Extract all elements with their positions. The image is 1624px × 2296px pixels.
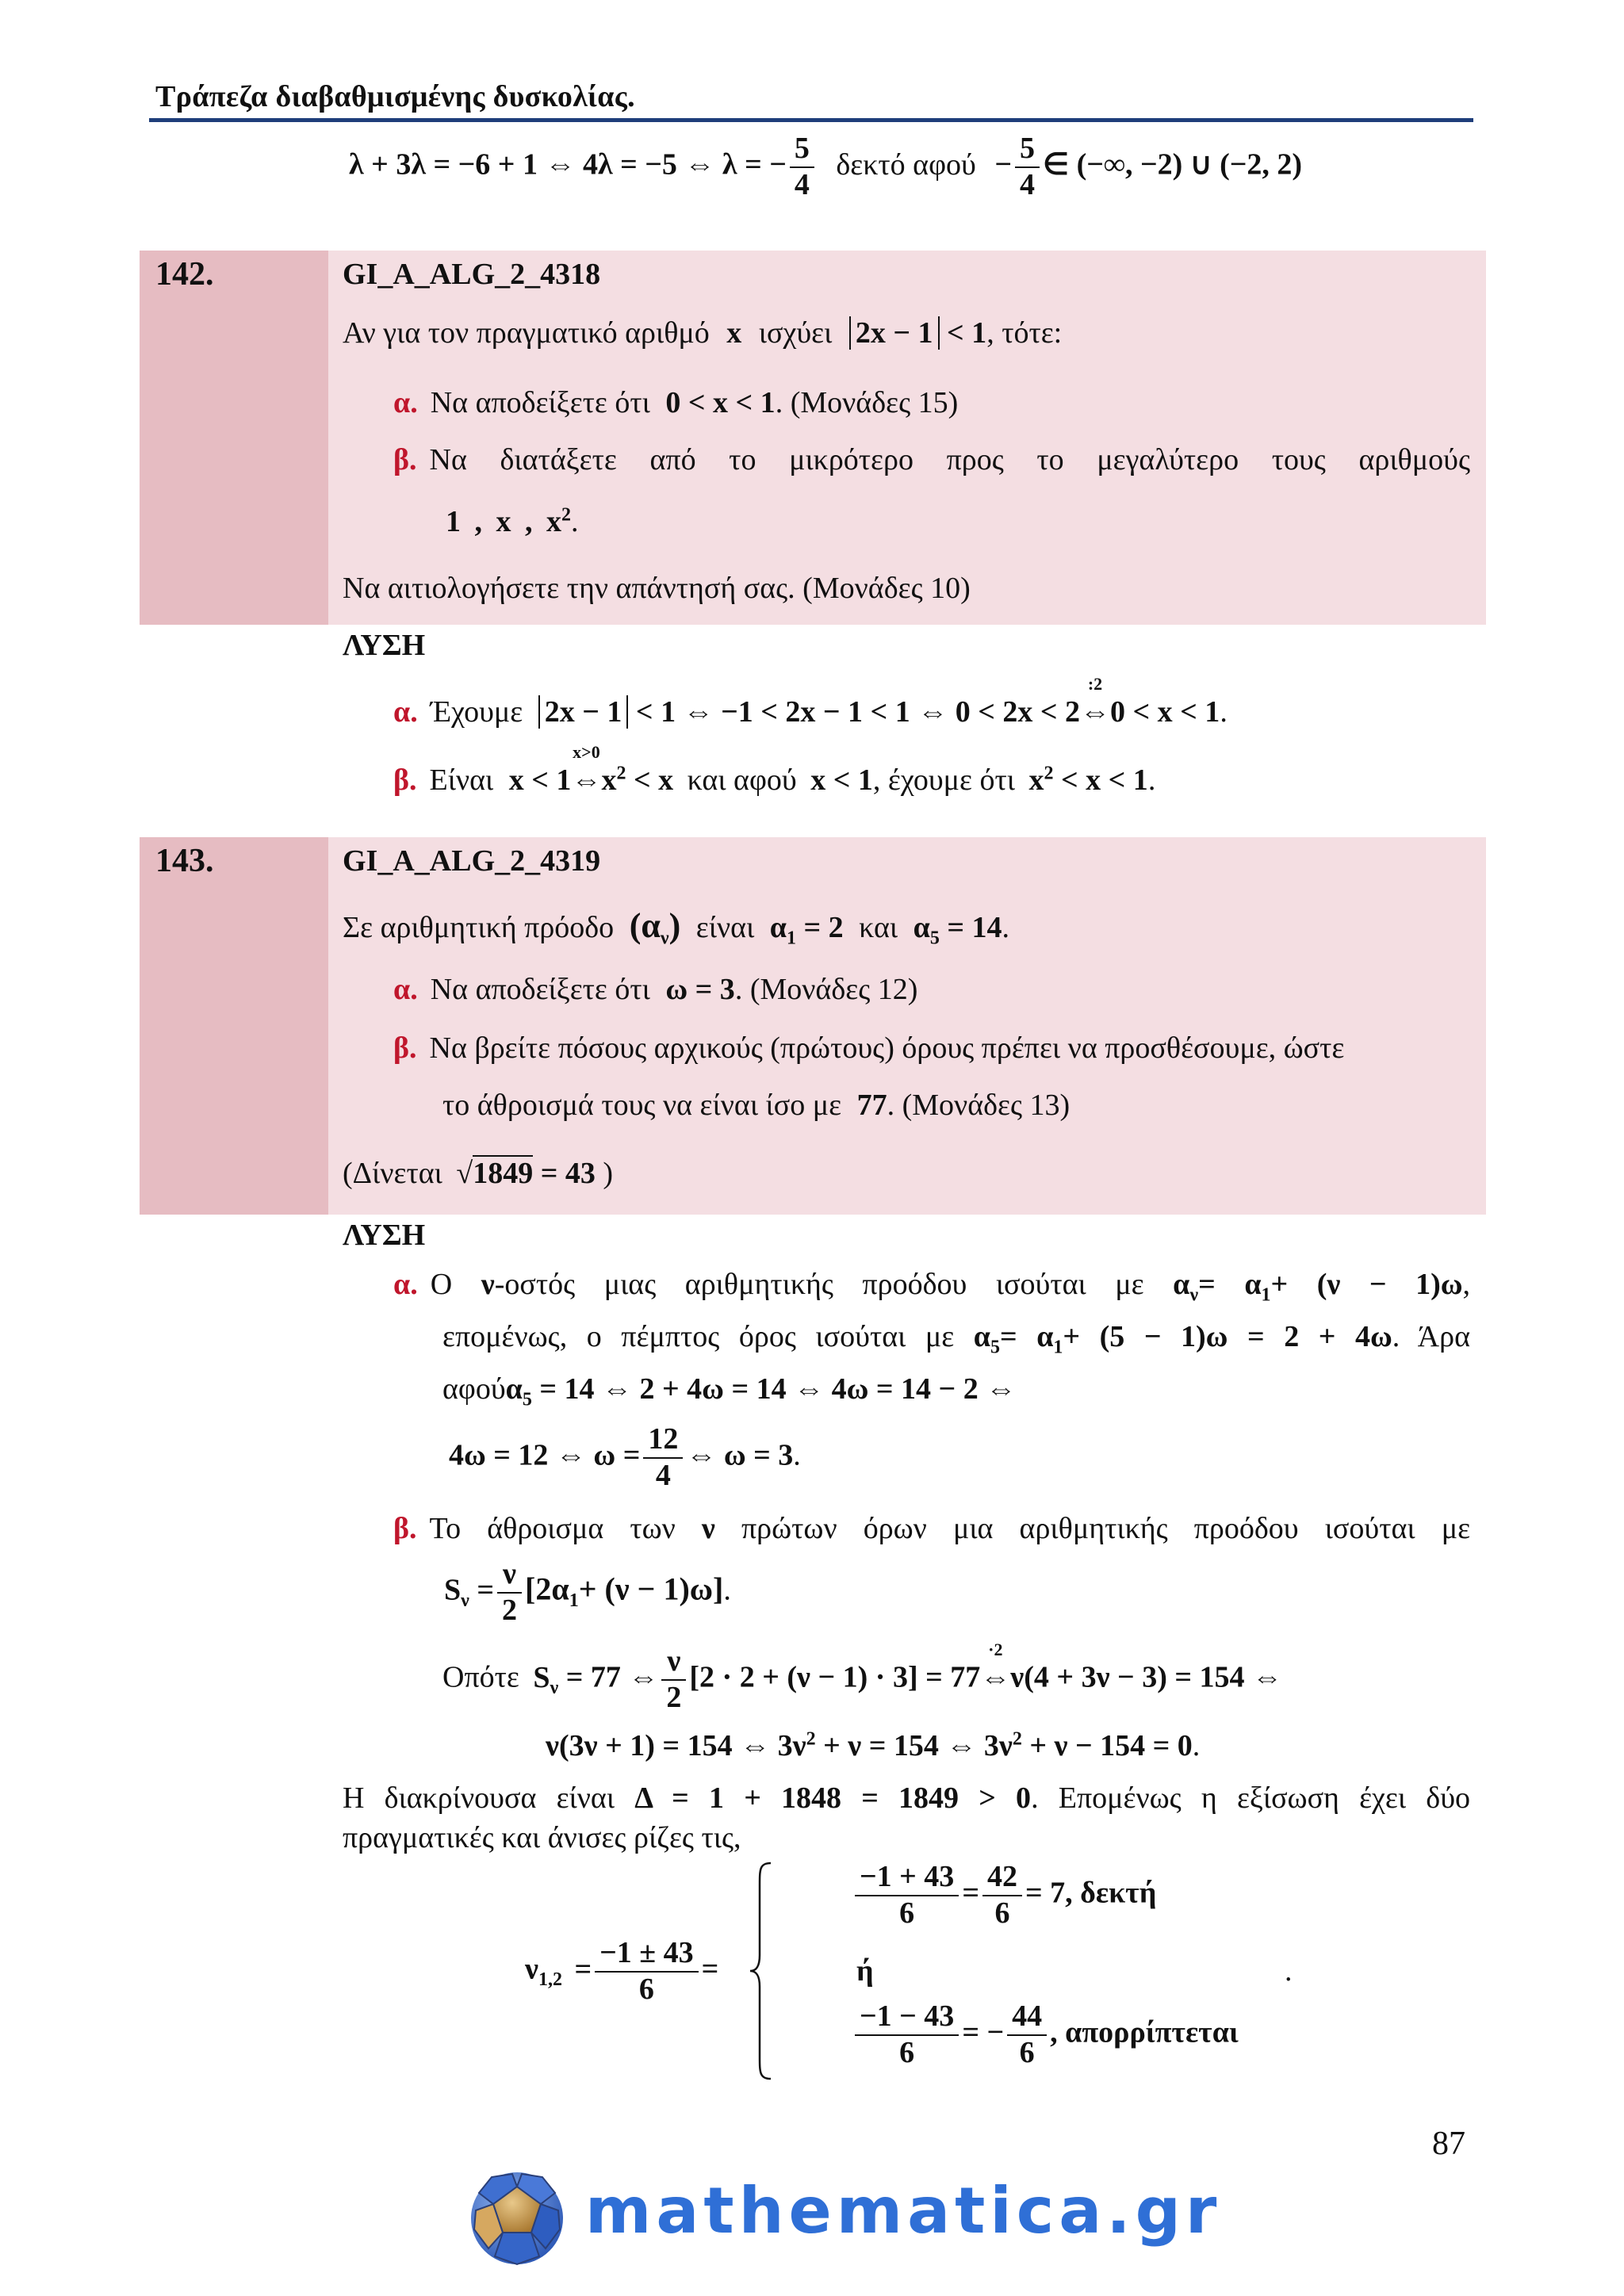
- solution-b-sum-formula: $S_\nu$ = $\frac{\nu}{2}$ $[2\alpha_1+ (\nu - 1)\omega]$.: [444, 1557, 731, 1627]
- fraction: $\frac{-1 \pm 43}{6}$: [595, 1938, 699, 2006]
- solution-a-line2: επομένως, ο πέμπτος όρος ισούται με $\alpha_5= \alpha_1+ (5 - 1)\omega = 2 + 4\omega$. Άρα: [442, 1320, 1470, 1358]
- fraction: $\frac{-1 - 43}{6}$: [855, 2001, 959, 2069]
- solution-a-line3: αφούα$_5$ = 14 ⇔ 2 + 4ω = 14 ⇔ 4ω = 14 − 2 ⇔: [442, 1372, 1017, 1410]
- given-note: (Δίνεται √1849 = 43 ): [343, 1157, 614, 1190]
- fraction: $\frac{12}{4}$: [643, 1424, 683, 1492]
- question-b-numbers: 1 , x , $x^2$.: [446, 504, 579, 538]
- fraction: $\frac{\nu}{2}$: [661, 1646, 686, 1714]
- solution-b-line3: Οπότε $S_\nu = 77$ ⇔ $\frac{\nu}{2}$ [2 · 2 + (ν − 1) · 3] = 77 ·2 ⇔ν(4 + 3ν − 3) = 154 ⇔: [442, 1639, 1283, 1714]
- problem-143-statement: [140, 837, 1486, 1215]
- fraction: $\frac{44}{6}$: [1007, 2001, 1047, 2069]
- root-1: $\frac{-1 + 43}{6}$ = $\frac{42}{6}$ = 7, δεκτή: [852, 1862, 1156, 1930]
- lambda-equation-line: λ + 3λ = −6 + 1 ⇔ 4λ = −5 ⇔ λ = − $\frac{5}{4}$ δεκτό αφού − $\frac{5}{4}$ ∈ (−∞, −2) ∪ (−2, 2): [349, 132, 1303, 201]
- discriminant-line2: πραγματικές και άνισες ρίζες τις,: [343, 1821, 741, 1854]
- solution-title: ΛΥΣΗ: [343, 1219, 426, 1252]
- page-number: 87: [1432, 2126, 1465, 2162]
- question-a: α. Να αποδείξετε ότι ω = 3. (Μονάδες 12): [393, 973, 918, 1006]
- solution-a-line4: 4ω = 12 ⇔ ω = $\frac{12}{4}$ ⇔ ω = 3.: [449, 1422, 801, 1492]
- solution-a-line1: α. Ο ν-οστός μιας αριθμητικής προόδου ισούται με $\alpha_\nu= \alpha_1+ (\nu - 1)\omega$,: [393, 1268, 1471, 1306]
- site-logo-text[interactable]: mathematica.gr: [585, 2174, 1222, 2248]
- fraction: $\frac{-1 + 43}{6}$: [855, 1862, 959, 1930]
- problem-number: 142.: [155, 256, 214, 293]
- problem-code: GI_A_ALG_2_4319: [343, 844, 601, 878]
- root-2: $\frac{-1 - 43}{6}$ = − $\frac{44}{6}$ , απορρίπτεται: [852, 2001, 1239, 2069]
- dodecahedron-logo-icon: [468, 2169, 566, 2267]
- solution-b: β. Είναι x < 1 x>0 $\Leftrightarrow x^2 < x$ και αφού x < 1, έχουμε ότι $x^2 < x < 1$.: [393, 742, 1156, 797]
- roots-end-period: .: [1285, 1954, 1293, 1988]
- problem-stem: Σε αριθμητική πρόοδο $(\alpha_\nu)$ είναι $\alpha_1 = 2$ και $\alpha_5 = 14$.: [343, 906, 1009, 949]
- question-label: α.: [393, 386, 418, 419]
- fraction: $\frac{42}{6}$: [982, 1862, 1022, 1930]
- solution-a: α. Έχουμε 2x − 1 < 1 ⇔ −1 < 2x − 1 < 1 ⇔ 0 < 2x < 2 :2 ⇔0 < x < 1.: [393, 674, 1228, 729]
- question-label: β.: [393, 763, 417, 797]
- question-b-continued: το άθροισμά τους να είναι ίσο με 77. (Μονάδες 13): [442, 1089, 1071, 1122]
- roots-formula: $\nu_{1,2}$ = $\frac{-1 \pm 43}{6}$ =: [525, 1936, 719, 2006]
- solution-b-line1: β. Το άθροισμα των ν πρώτων όρων μια αριθμητικής προόδου ισούται με: [393, 1512, 1471, 1545]
- fraction: $\frac{5}{4}$: [1015, 133, 1040, 201]
- header-rule: [149, 118, 1473, 122]
- or-word: ή: [856, 1954, 874, 1988]
- problem-number: 143.: [155, 843, 214, 879]
- question-b: β. Να βρείτε πόσους αρχικούς (πρώτους) όρους πρέπει να προσθέσουμε, ώστε: [393, 1031, 1345, 1065]
- solution-b-line4: ν(3ν + 1) = 154 ⇔ $3\nu^2 + \nu = 154$ ⇔ $3\nu^2 + \nu - 154 = 0$.: [546, 1728, 1201, 1762]
- problem-number-cell: [140, 837, 328, 1215]
- question-a: α. Να αποδείξετε ότι 0 < x < 1. (Μονάδες 15): [393, 386, 959, 419]
- left-brace: [749, 1862, 772, 2080]
- fraction: $\frac{\nu}{2}$: [497, 1559, 522, 1627]
- solution-title: ΛΥΣΗ: [343, 629, 426, 662]
- question-label: β.: [393, 1031, 417, 1065]
- question-label: β.: [393, 1512, 417, 1545]
- discriminant-line: Η διακρίνουσα είναι Δ = 1 + 1848 = 1849 > 0. Επομένως η εξίσωση έχει δύο: [343, 1781, 1471, 1815]
- question-label: β.: [393, 443, 417, 476]
- problem-142-statement: [140, 251, 1486, 625]
- problem-code: GI_A_ALG_2_4318: [343, 258, 601, 291]
- question-label: α.: [393, 973, 418, 1006]
- problem-stem: Αν για τον πραγματικό αριθμό x ισχύει 2x − 1 < 1, τότε:: [343, 316, 1063, 350]
- question-label: α.: [393, 695, 418, 729]
- running-header: Τράπεζα διαβαθμισμένης δυσκολίας.: [155, 80, 635, 113]
- fraction: $\frac{5}{4}$: [790, 133, 814, 201]
- question-b: β. Να διατάξετε από το μικρότερο προς το μεγαλύτερο τους αριθμούς: [393, 443, 1470, 476]
- question-label: α.: [393, 1268, 418, 1301]
- justify-instruction: Να αιτιολογήσετε την απάντησή σας. (Μονάδες 10): [343, 572, 971, 605]
- problem-number-cell: [140, 251, 328, 625]
